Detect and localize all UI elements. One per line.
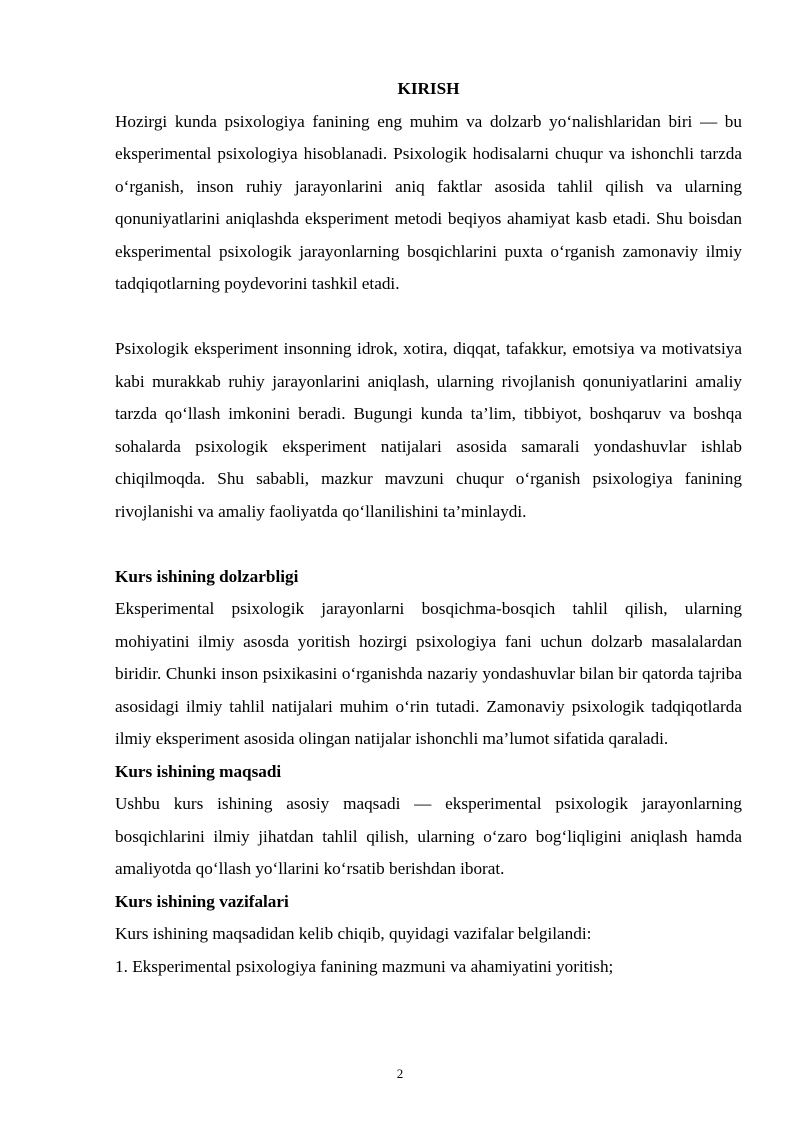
paragraph-spacer [115,528,742,561]
section-title: KIRISH [397,79,460,98]
intro-paragraph-2: Psixologik eksperiment insonning idrok, xotira, diqqat, tafakkur, emotsiya va motivatsiya kabi murakkab ruhiy jarayonlarini aniqlash, ularning rivojlanish qonuniyatlarini amaliy tarzda qo‘llash imkonini beradi. Bugungi kunda ta’lim, tibbiyot, boshqaruv va boshqa sohalarda psixologik eksperiment natijalari asosida samarali yondashuvlar ishlab chiqilmoqda. Shu sababli, mazkur mavzuni chuqur o‘rganish psixologiya fanining rivojlanishi va amaliy faoliyatda qo‘llanilishini ta’minlaydi. [115,339,742,521]
vazifalar-heading: Kurs ishining vazifalari [115,891,289,911]
dolzarblik-heading: Kurs ishining dolzarbligi [115,566,299,586]
dolzarblik-paragraph: Eksperimental psixologik jarayonlarni bosqichma-bosqich tahlil qilish, ularning mohiyatini ilmiy asosda yoritish hozirgi psixologiya fani uchun dolzarb masalalardan biridir. Chunki inson psixikasini o‘rganishda nazariy yondashuvlar bilan bir qatorda tajriba asosidagi ilmiy tahlil natijalari muhim o‘rin tutadi. Zamonaviy psixologik tadqiqotlarda ilmiy eksperiment asosida olingan natijalar ishonchli ma’lumot sifatida qaraladi. [115,599,742,748]
maqsad-paragraph: Ushbu kurs ishining asosiy maqsadi — eksperimental psixologik jarayonlarning bosqichlarini ilmiy jihatdan tahlil qilish, ularning o‘zaro bog‘liqligini aniqlash hamda amaliyotda qo‘llash yo‘llarini ko‘rsatib berishdan iborat. [115,794,742,878]
intro-paragraph-1: Hozirgi kunda psixologiya fanining eng muhim va dolzarb yo‘nalishlaridan biri — bu eksperimental psixologiya hisoblanadi. Psixologik hodisalarni chuqur va ishonchli tarzda o‘rganish, inson ruhiy jarayonlarini aniq faktlar asosida tahlil qilish va ularning qonuniyatlarini aniqlashda eksperiment metodi beqiyos ahamiyat kasb etadi. Shu boisdan eksperimental psixologik jarayonlarning bosqichlarini puxta o‘rganish zamonaviy ilmiy tadqiqotlarning poydevorini tashkil etadi. [115,111,742,293]
maqsad-heading: Kurs ishining maqsadi [115,761,282,781]
paragraph-spacer [115,301,742,334]
page-number: 2 [396,1066,404,1081]
vazifalar-intro: Kurs ishining maqsadidan kelib chiqib, quyidagi vazifalar belgilandi: [115,924,592,943]
vazifalar-item-1: 1. Eksperimental psixologiya fanining mazmuni va ahamiyatini yoritish; [115,956,614,976]
page-content [115,73,742,983]
